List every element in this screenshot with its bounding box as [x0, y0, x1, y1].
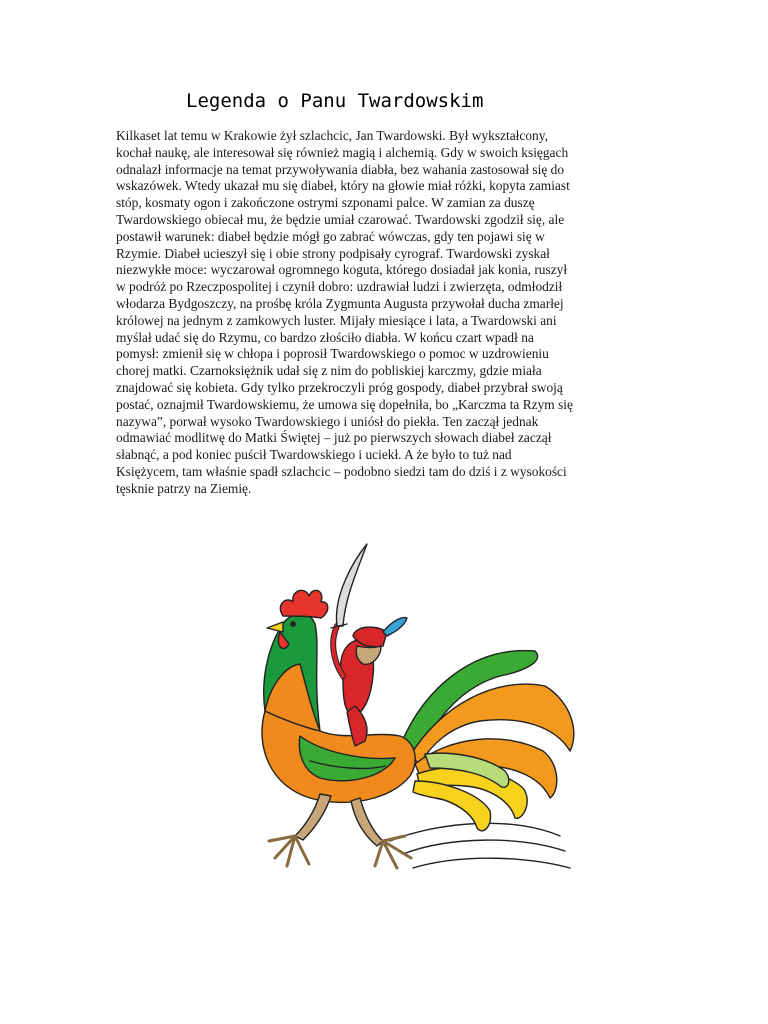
rider-face: [356, 646, 381, 664]
rooster-leg: [351, 798, 383, 846]
legend-text: [116, 128, 652, 498]
text-line: wskazówek. Wtedy ukazał mu się diabeł, który na głowie miał różki, kopyta zamiast: [116, 178, 570, 194]
page-title: Legenda o Panu Twardowskim: [186, 90, 484, 112]
text-line: Kilkaset lat temu w Krakowie żył szlachcic, Jan Twardowski. Był wykształcony,: [116, 128, 548, 143]
text-line: nazywa”, porwał wysoko Twardowskiego i uniósł do piekła. Ten zaczął jednak: [116, 413, 539, 429]
rooster-illustration: [225, 536, 595, 896]
rider-feather: [383, 618, 407, 636]
text-line: niezwykłe moce: wyczarował ogromnego koguta, którego dosiadał jak konia, ruszył: [116, 262, 568, 278]
text-line: Twardowskiego obiecał mu, że będzie umiał czarować. Twardowski zgodził się, ale: [116, 211, 565, 227]
text-line: chorej matki. Czarnoksiężnik udał się z nim do pobliskiej karczmy, gdzie miała: [116, 363, 542, 379]
text-line: postawił warunek: diabeł będzie mógł go zabrać wówczas, gdy ten pojawi się w: [116, 228, 545, 244]
text-line: znajdować się kobieta. Gdy tylko przekroczyli próg gospody, diabeł przybrał swoją: [116, 379, 563, 395]
text-line: Rzymie. Diabeł ucieszył się i obie strony podpisały cyrograf. Twardowski zyskał: [116, 245, 550, 261]
text-line: kochał naukę, ale interesował się również magią i alchemią. Gdy w swoich księgach: [116, 144, 569, 160]
text-line: odnalazł informacje na temat przywoływania diabła, bez wahania zastosował się do: [116, 161, 565, 177]
rooster-with-rider-icon: [225, 536, 595, 896]
text-line: odmawiać modlitwę do Matki Świętej – już po pierwszych słowach diabeł zaczął: [116, 430, 552, 446]
text-line: słabnąć, a pod koniec puścił Twardowskiego i uciekł. A że było to tuż nad: [116, 447, 512, 463]
text-line: w podróż po Rzeczpospolitej i czynił dobro: uzdrawiał ludzi i zwierzęta, odmłodził: [116, 279, 563, 295]
text-line: królowej na jednym z zamkowych luster. Mijały miesiące i lata, a Twardowski ani: [116, 312, 557, 328]
text-line: włodarza Bydgoszczy, na prośbę króla Zygmunta Augusta przywołał ducha zmarłej: [116, 295, 564, 311]
rooster-eye: [291, 622, 295, 626]
motion-line: [403, 840, 565, 854]
text-line: myślał udać się do Rzymu, co bardzo złościło diabła. W końcu czart wpadł na: [116, 329, 534, 345]
text-line: postać, oznajmił Twardowskiemu, że umowa się dopełniła, bo „Karczma ta Rzym się: [116, 396, 573, 412]
text-line: pomysł: zmienił się w chłopa i poprosił Twardowskiego o pomoc w uzdrowieniu: [116, 346, 549, 362]
sabre: [336, 544, 367, 626]
text-line: stóp, kosmaty ogon i zakończone ostrymi szponami palce. W zamian za duszę: [116, 195, 535, 211]
rooster-comb: [280, 590, 327, 618]
rooster-leg: [295, 794, 331, 840]
motion-line: [390, 823, 560, 841]
text-line: tęsknie patrzy na Ziemię.: [116, 480, 252, 496]
rooster-beak: [267, 622, 283, 632]
text-line: Księżycem, tam właśnie spadł szlachcic – podobno siedzi tam do dziś i z wysokości: [116, 463, 567, 479]
motion-line: [413, 858, 570, 868]
